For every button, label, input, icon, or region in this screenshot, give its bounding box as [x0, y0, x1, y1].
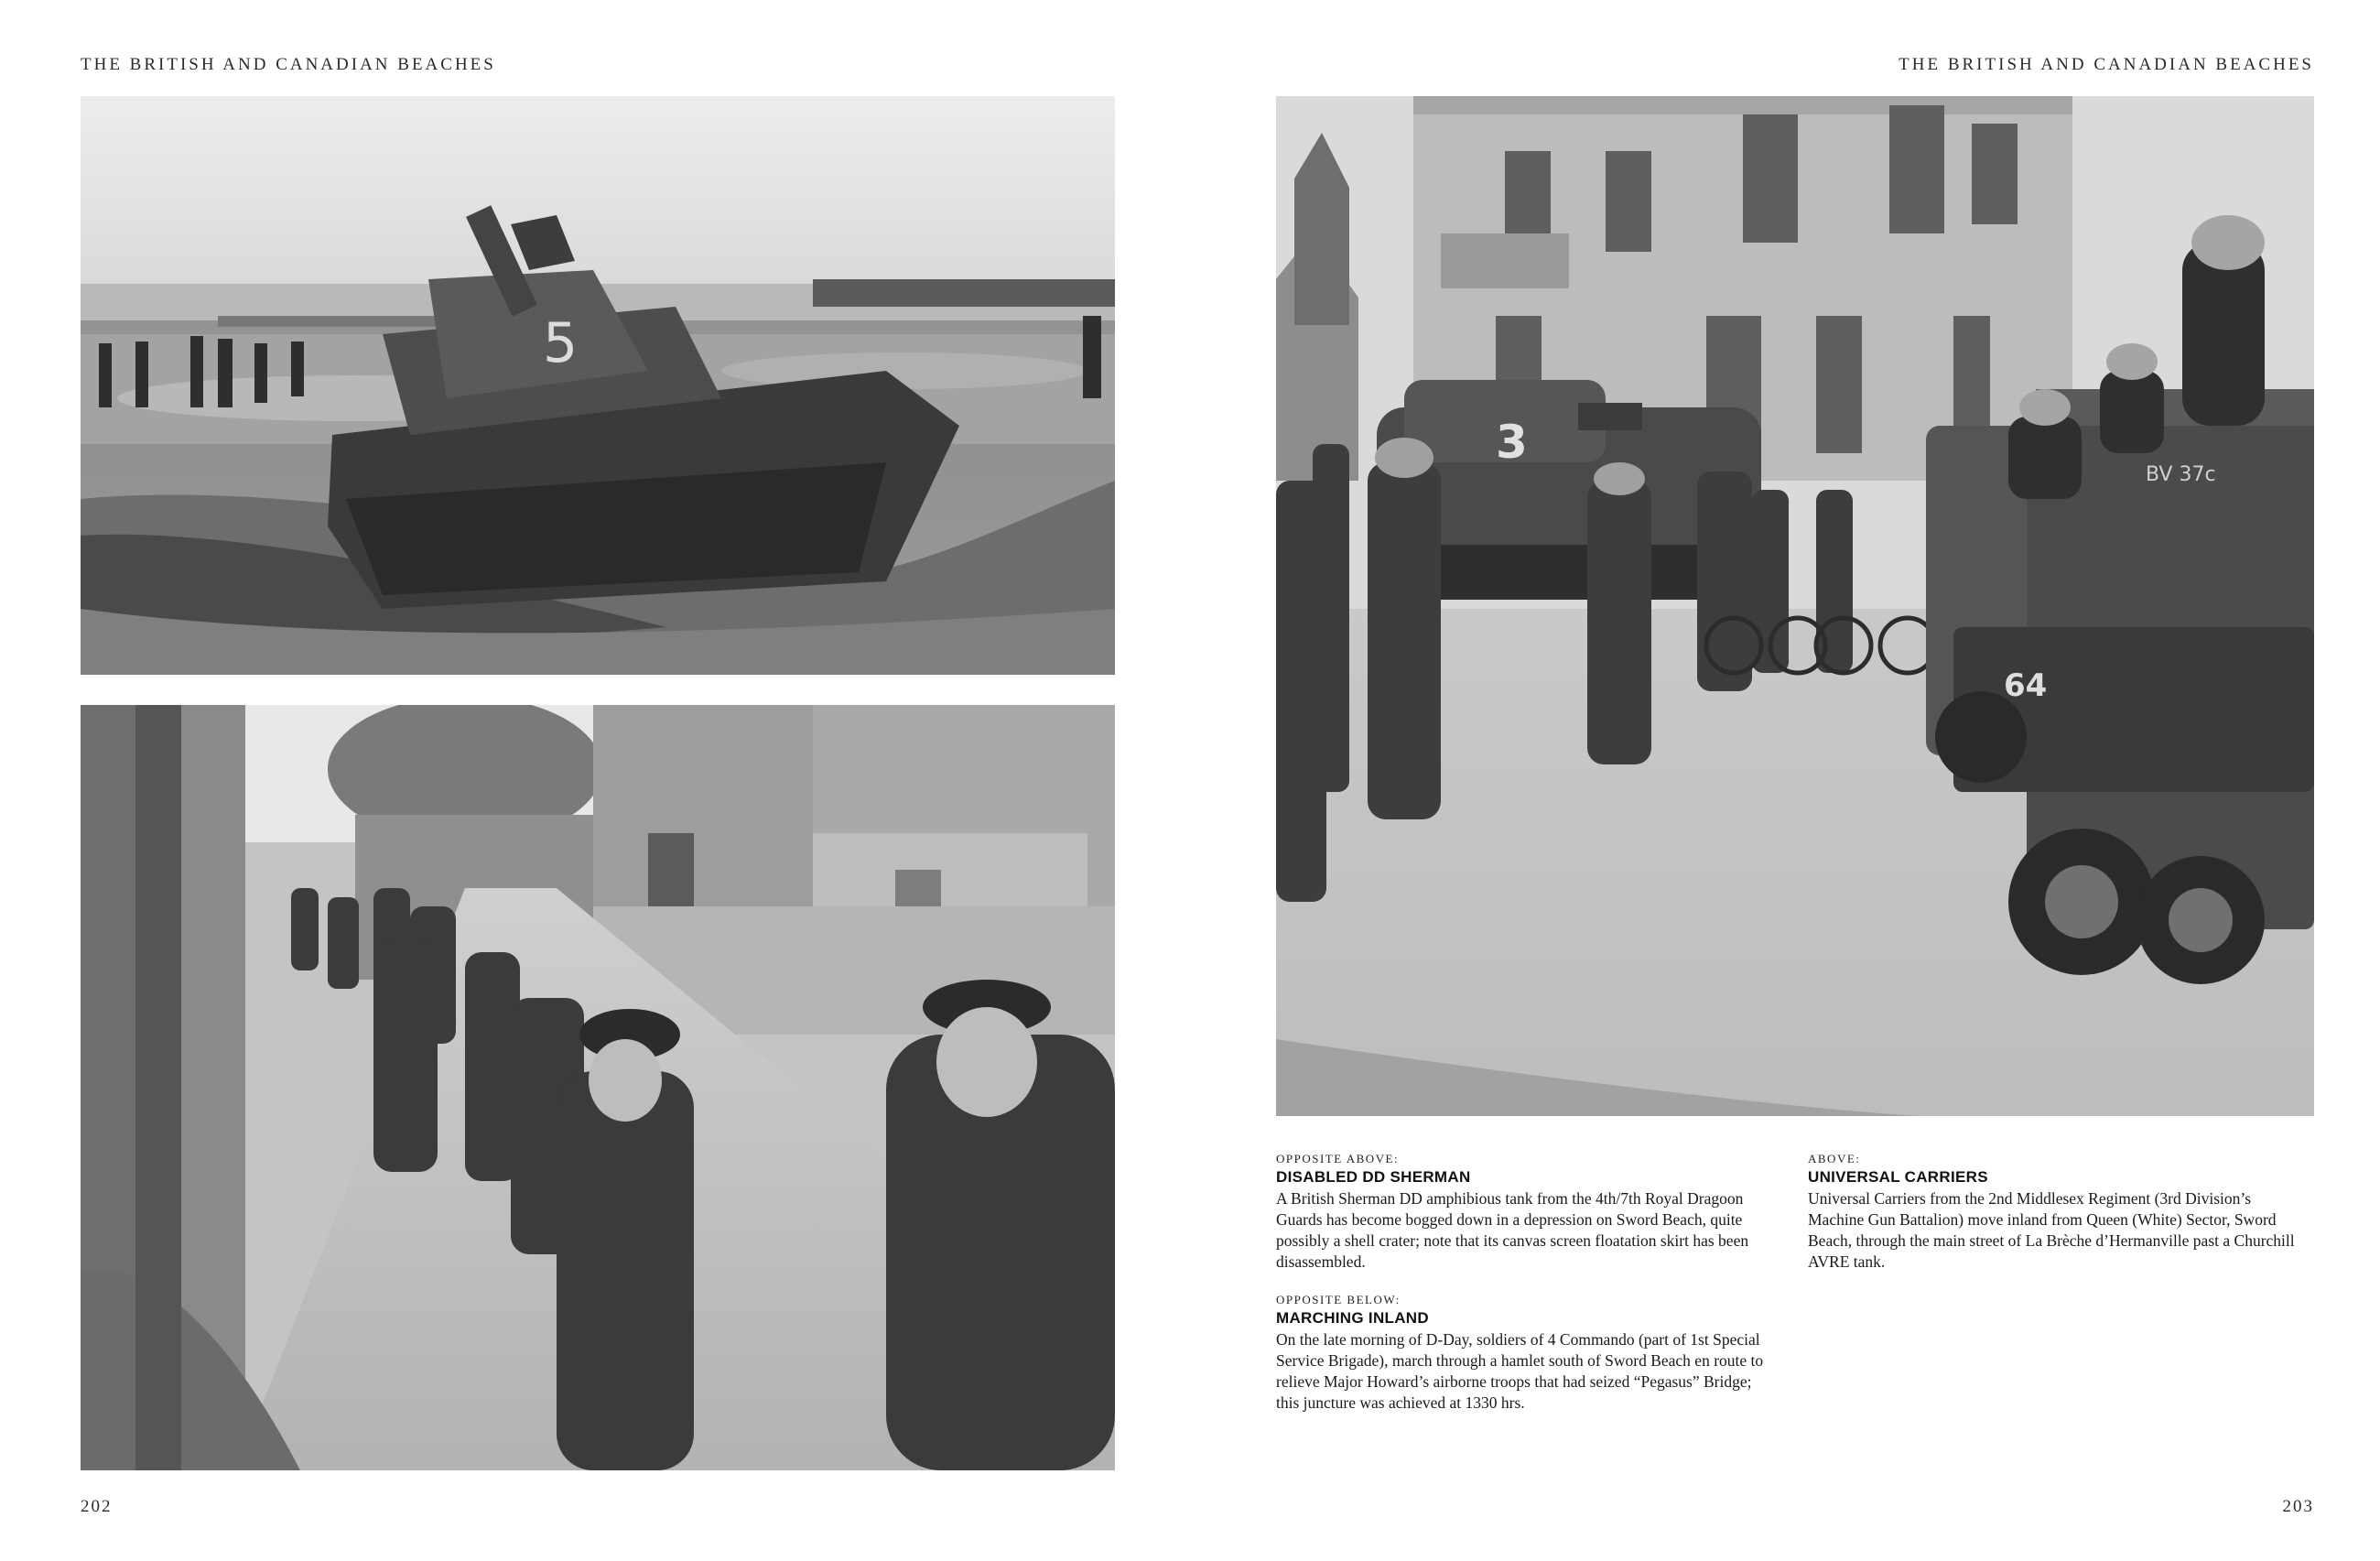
caption-opposite-below [1276, 1293, 1770, 1414]
caption-opposite-above [1276, 1152, 1770, 1273]
page-number-right: 203 [2282, 1497, 2314, 1516]
page-number-left: 202 [81, 1497, 113, 1516]
photo-disabled-sherman [81, 96, 1115, 675]
caption-kicker: ABOVE: [1808, 1152, 1861, 1165]
caption-body: A British Sherman DD amphibious tank from the 4th/7th Royal Dragoon Guards has become bogged down in a depression on Sword Beach, quite possibly a shell crater; note that its canvas screen floatation skirt has been disassembled. [1276, 1189, 1749, 1271]
caption-title: DISABLED DD SHERMAN [1276, 1168, 1471, 1186]
photo-marching-commandos-image [81, 705, 1115, 1470]
caption-title: MARCHING INLAND [1276, 1309, 1429, 1327]
running-head-left: THE BRITISH AND CANADIAN BEACHES [81, 55, 496, 74]
tank-number: 5 [543, 311, 579, 375]
running-head-right: THE BRITISH AND CANADIAN BEACHES [1899, 55, 2314, 74]
telegraph-pole [135, 705, 181, 1470]
photo-universal-carriers-image [1276, 96, 2314, 1116]
caption-kicker: OPPOSITE BELOW: [1276, 1293, 1401, 1306]
photo-marching-commandos [81, 705, 1115, 1470]
caption-column-1 [1276, 1152, 1770, 1434]
carrier-number: 64 [2004, 667, 2048, 704]
caption-column-2 [1808, 1152, 2302, 1293]
right-page [1190, 0, 2380, 1561]
caption-body: Universal Carriers from the 2nd Middlesex Regiment (3rd Division’s Machine Gun Battalion) move inland from Queen (White) Sector, Sword Beach, through the main street of La Brèche d’Hermanville past a Churchill AVRE tank. [1808, 1189, 2295, 1271]
photo-universal-carriers [1276, 96, 2314, 1116]
caption-above [1808, 1152, 2302, 1273]
caption-title: UNIVERSAL CARRIERS [1808, 1168, 1988, 1186]
churchill-number: 3 [1496, 416, 1528, 469]
caption-kicker: OPPOSITE ABOVE: [1276, 1152, 1400, 1165]
caption-body: On the late morning of D-Day, soldiers of 4 Commando (part of 1st Special Service Brigade), march through a hamlet south of Sword Beach en route to relieve Major Howard’s airborne troops that had seized “Pegasus” Bridge; this juncture was achieved at 1330 hrs. [1276, 1330, 1764, 1412]
carrier-marking: BV 37c [2146, 463, 2216, 486]
photo-disabled-sherman-image [81, 96, 1115, 675]
